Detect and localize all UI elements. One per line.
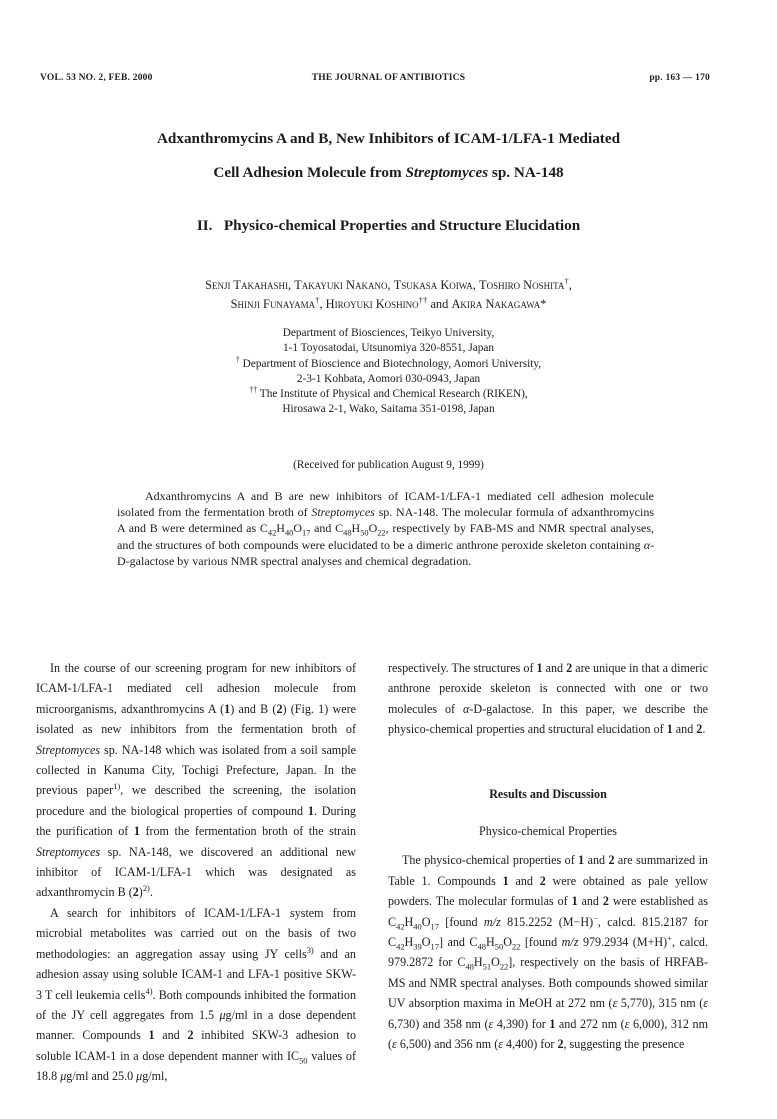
received-date: (Received for publication August 9, 1999) [293,459,484,471]
paragraph: In the course of our screening program for new inhibitors of ICAM-1/LFA-1 mediated cell adhesion molecule from microorganisms, adxanthromycins A (1) and B (2) (Fig. 1) were isolated as new inhibitors from the fermentation broth of Streptomyces sp. NA-148 which was isolated from a soil sample collected in Kanuma City, Tochigi Prefecture, Japan. In the previous paper$^{1)}$, we described the screening, the isolation procedure and the biological properties of compound 1. During the purification of 1 from the fermentation broth of the strain Streptomyces sp. NA-148, we discovered an additional new inhibitor of ICAM-1/LFA-1 which was designated as adxanthromycin B $(2)^{2)}$. [36,661,357,900]
volume-info: VOL. 53 NO. 2, FEB. 2000 [40,73,153,83]
paragraph: respectively. The structures of 1 and 2 are unique in that a dimeric anthrone peroxide skeleton is connected with one or two molecules of α-D-galactose. In this paper, we describe the physico-chemical properties and structural elucidation of 1 and 2. [388,661,708,737]
paragraph: The physico-chemical properties of 1 and 2 are summarized in Table 1. Compounds 1 and 2 were obtained as pale yellow powders. The molecular formulas of 1 and 2 were established as $C_{42}H_{40}O_{17}$ [found m/z 815.2252 (M−H)−, calcd. 815.2187 for $C_{42}H_{39}O_{17}$] and $C_{48}H_{50}O_{22}$ [found m/z 979.2934 (M+H)+, calcd. 979.2872 for $C_{48}H_{51}O_{22}$], respectively on the basis of HRFAB-MS and NMR spectral analyses. Both compounds showed similar UV absorption maxima in MeOH at 272 nm (ε 5,770), 315 nm (ε 6,730) and 358 nm (ε 4,390) for 1 and 272 nm (ε 6,000), 312 nm (ε 6,500) and 356 nm (ε 4,400) for 2, suggesting the presence [388,853,709,1052]
part-subtitle: II. Physico-chemical Properties and Structure Elucidation [196,217,581,234]
section-heading: Results and Discussion [489,786,607,801]
body-column-right [388,658,708,1055]
journal-name: THE JOURNAL OF ANTIBIOTICS [311,73,466,83]
running-header [0,73,777,87]
page-range: pp. 163 — 170 [649,73,710,83]
affiliations: Department of Biosciences, Teikyo University, 1-1 Toyosatodai, Utsunomiya 320-8551, Japan † Department of Bioscience and Biotechnology, Aomori University, 2-3-1 Kohbata, Aomori 030-0943, Japan †† The Institute of Physical and Chemical Research (RIKEN), Hirosawa 2-1, Wako, Saitama 351-0198, Japan [235,327,542,416]
author-list: Senji Takahashi, Takayuki Nakano, Tsukasa Koiwa, Toshiro Noshita†, Shinji Funayama†, Hiroyuki Koshino†† and Akira Nakagawa* [205,275,572,311]
title-line-2: Cell Adhesion Molecule from Streptomyces sp. NA-148 [213,164,564,181]
title-line-1: Adxanthromycins A and B, New Inhibitors of ICAM-1/LFA-1 Mediated [156,130,621,147]
subsection-heading: Physico-chemical Properties [478,824,618,839]
abstract: Adxanthromycins A and B are new inhibitors of ICAM-1/LFA-1 mediated cell adhesion molecule isolated from the fermentation broth of Streptomyces sp. NA-148. The molecular formula of adxanthromycins A and B were determined as $C_{42}H_{40}O_{17}$ and $C_{48}H_{50}O_{22}$, respectively by FAB-MS and NMR spectral analyses, and the structures of both compounds were elucidated to be a dimeric anthrone peroxide skeleton containing α-D-galactose by various NMR spectral analyses and chemical degradation. [117,489,654,568]
paragraph: A search for inhibitors of ICAM-1/LFA-1 system from microbial metabolites was carried out on the basis of two methodologies: an aggregation assay using JY cells$^{3)}$ and an adhesion assay using soluble ICAM-1 and LFA-1 positive SKW-3 T cell leukemia cells$^{4)}$. Both compounds inhibited the formation of the JY cell aggregates from 1.5 μg/ml in a dose dependent manner. Compounds 1 and 2 inhibited SKW-3 adhesion to soluble ICAM-1 in a dose dependent manner with $IC_{50}$ values of 18.8 μg/ml and 25.0 μg/ml, [36,905,356,1084]
body-column-left [36,658,356,1087]
